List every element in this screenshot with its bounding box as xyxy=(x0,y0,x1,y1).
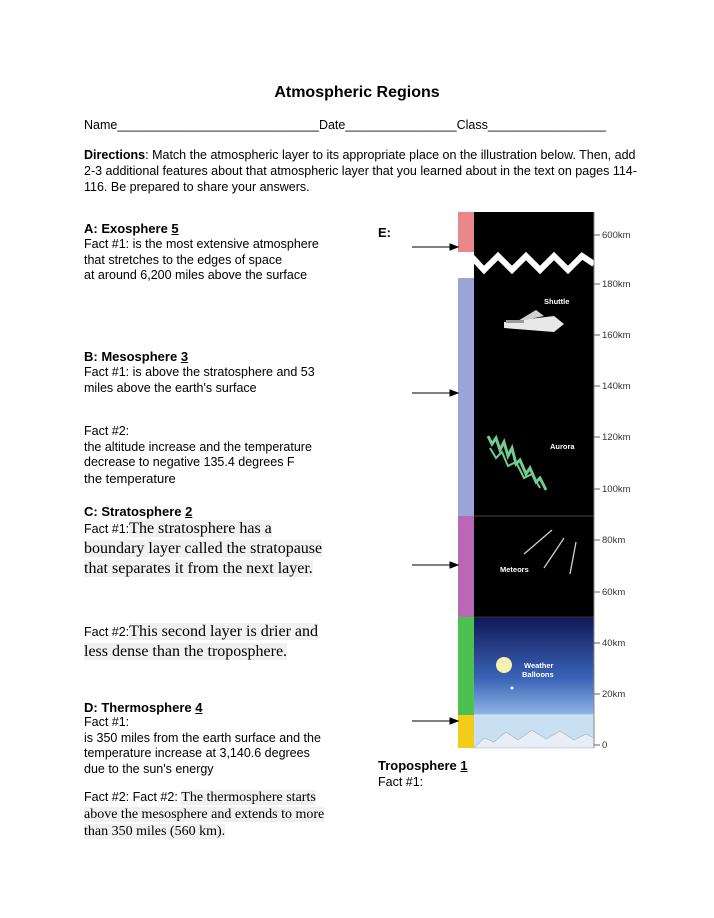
stratosphere-heading-text: C: Stratosphere xyxy=(84,504,186,519)
atmosphere-diagram-svg xyxy=(376,212,646,757)
thermosphere-fact-1-line: due to the sun's energy xyxy=(84,761,214,776)
thermosphere-fact-2-line: than 350 miles (560 km). xyxy=(84,824,226,839)
stratosphere-fact-2-prefix: Fact #2: xyxy=(84,625,130,639)
thermosphere-fact-2-line: The thermosphere starts xyxy=(181,790,316,805)
scale-label-0: 0 xyxy=(602,740,608,751)
thermosphere-fact-1-label: Fact #1: xyxy=(84,715,130,729)
stratosphere-fact-1-line: that separates it from the next layer. xyxy=(84,560,313,577)
thermosphere-fact-1-line: is 350 miles from the earth surface and the xyxy=(84,730,321,745)
scale-label-20km: 20km xyxy=(602,689,626,700)
meteors-label: Meteors xyxy=(500,565,529,574)
mesosphere-heading xyxy=(84,349,188,364)
mesosphere-fact-2-line: the altitude increase and the temperature xyxy=(84,439,312,454)
thermosphere-fact-2-prefix: Fact #2: Fact #2: xyxy=(84,790,182,804)
mesosphere-fact-2 xyxy=(84,424,344,486)
exosphere-heading-text: A: Exosphere xyxy=(84,221,172,236)
stratosphere-fact-2 xyxy=(84,622,364,662)
troposphere-color-bar xyxy=(458,715,474,748)
exosphere-color-bar xyxy=(458,212,474,252)
aurora-label: Aurora xyxy=(550,442,575,451)
stratosphere-fact-2-line: This second layer is drier and xyxy=(129,623,318,640)
mesosphere-fact-2-line: decrease to negative 135.4 degrees F xyxy=(84,455,295,469)
scale-label-40km: 40km xyxy=(602,638,626,649)
thermosphere-fact-2-line: above the mesosphere and extends to more xyxy=(84,807,325,822)
stratosphere-fact-1-prefix: Fact #1: xyxy=(84,522,130,536)
stratosphere-color-bar xyxy=(458,617,474,715)
stratosphere-fact-1 xyxy=(84,519,364,579)
thermosphere-fact-1 xyxy=(84,715,354,777)
scale-label-100km: 100km xyxy=(602,484,631,495)
exosphere-fact-1-line: at around 6,200 miles above the surface xyxy=(84,268,308,282)
e-label: E: xyxy=(378,225,391,240)
thermosphere-fact-2 xyxy=(84,789,354,840)
exosphere-heading xyxy=(84,221,179,236)
directions xyxy=(84,147,644,195)
troposphere-fact-1: Fact #1: xyxy=(378,775,424,789)
stratosphere-fact-2-line: less dense than the troposphere. xyxy=(84,643,288,660)
stratosphere-number: 2 xyxy=(185,504,193,519)
stratosphere-fact-1-line: boundary layer called the stratopause xyxy=(84,540,323,557)
weather-balloons-label-line2: Balloons xyxy=(522,670,554,679)
thermosphere-heading-text: D: Thermosphere xyxy=(84,700,196,715)
page-title: Atmospheric Regions xyxy=(274,84,440,101)
exosphere-fact-1 xyxy=(84,237,344,284)
mesosphere-number: 3 xyxy=(180,349,189,364)
weather-balloons-label-line1: Weather xyxy=(524,661,554,670)
mesosphere-fact-1-line: miles above the earth's surface xyxy=(84,380,257,395)
exosphere-number: 5 xyxy=(171,221,179,236)
pointer-arrows xyxy=(412,244,458,724)
mesosphere-color-bar xyxy=(458,516,474,617)
stratosphere-heading xyxy=(84,504,192,519)
mesosphere-fact-1 xyxy=(84,365,344,396)
troposphere-number: 1 xyxy=(460,758,468,773)
mesosphere-fact-2-line: the temperature xyxy=(84,470,176,486)
thermosphere-number: 4 xyxy=(195,700,203,715)
thermosphere-heading xyxy=(84,700,202,715)
directions-text: : Match the atmospheric layer to its appropriate place on the illustration below. Then, add 2-3 additional features about that atmospheric layer that you learned about in the text on pages 114-116. Be prepared to share your answers. xyxy=(84,148,637,194)
mesosphere-fact-2-label: Fact #2: xyxy=(84,424,130,438)
mesosphere-fact-1-line: Fact #1: is above the stratosphere and 53 xyxy=(84,365,315,379)
shuttle-label: Shuttle xyxy=(544,297,570,306)
weather-balloon-icon xyxy=(496,657,512,673)
mesosphere-heading-text: B: Mesosphere xyxy=(84,349,181,364)
name-date-class-line: Name_____________________________Date________________Class_________________ xyxy=(84,118,607,132)
scale-label-60km: 60km xyxy=(602,587,626,598)
exosphere-fact-1-line: Fact #1: is the most extensive atmosphere xyxy=(84,237,319,251)
directions-label: Directions xyxy=(84,148,146,162)
space-panel xyxy=(474,212,594,617)
scale-label-180km: 180km xyxy=(602,279,631,290)
scale-label-80km: 80km xyxy=(602,535,626,546)
troposphere-heading xyxy=(378,758,468,773)
scale-label-120km: 120km xyxy=(602,432,631,443)
scale-ticks xyxy=(594,235,600,745)
stratosphere-fact-1-line: The stratosphere has a xyxy=(129,520,272,537)
thermosphere-color-bar xyxy=(458,278,474,516)
atmosphere-diagram xyxy=(376,212,646,757)
scale-label-140km: 140km xyxy=(602,381,631,392)
scale-label-600km: 600km xyxy=(602,230,631,241)
scale-label-160km: 160km xyxy=(602,330,631,341)
thermosphere-fact-1-line: temperature increase at 3,140.6 degrees xyxy=(84,746,310,760)
troposphere-heading-text: Troposphere xyxy=(378,758,461,773)
exosphere-fact-1-line: that stretches to the edges of space xyxy=(84,252,283,267)
